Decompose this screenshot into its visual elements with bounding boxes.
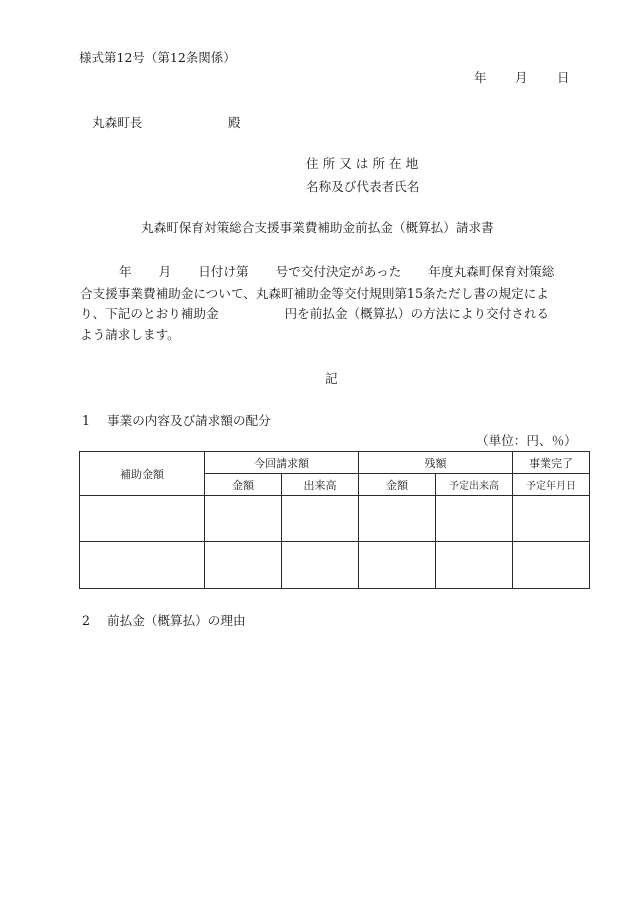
header-subsidy-amount: 補助金額: [80, 452, 205, 496]
body-line-3: [80, 307, 585, 321]
table-cell[interactable]: [513, 496, 590, 542]
table-cell[interactable]: [436, 496, 513, 542]
table-cell[interactable]: [282, 496, 359, 542]
form-number: 様式第12号（第12条関係）: [79, 50, 236, 65]
body-line-4: よう請求します。: [80, 327, 180, 342]
body-fiscal-year: 年度丸森町保育対策総: [428, 264, 555, 279]
section-1-number: 1: [82, 413, 91, 428]
header-remaining: 残額: [359, 452, 513, 474]
addressee-honorific: 殿: [228, 115, 241, 130]
body-line-1: [80, 265, 585, 279]
ki-heading: 記: [325, 371, 338, 386]
body-blank-month: 月: [158, 264, 172, 279]
addressee-name: 丸森町長: [92, 115, 143, 130]
table-cell[interactable]: [359, 542, 436, 589]
header-completion-top: 事業完了: [513, 452, 590, 474]
table-row: [80, 542, 590, 589]
table-cell[interactable]: [205, 542, 282, 589]
section-2-number: 2: [82, 613, 91, 628]
subheader-amount-2: 金額: [359, 474, 436, 496]
section-1-title: 事業の内容及び請求額の配分: [107, 413, 271, 428]
table-cell[interactable]: [282, 542, 359, 589]
header-current-request: 今回請求額: [205, 452, 359, 474]
body-line-2: 合支援事業費補助金について、丸森町補助金等交付規則第15条ただし書の規定によ: [80, 286, 549, 301]
date-year: 年: [474, 70, 487, 85]
table-cell[interactable]: [513, 542, 590, 589]
subheader-progress: 出来高: [282, 474, 359, 496]
header-completion-bottom: 予定年月日: [513, 474, 590, 496]
unit-note: （単位：円、％）: [476, 433, 577, 448]
table-cell[interactable]: [205, 496, 282, 542]
table-cell[interactable]: [359, 496, 436, 542]
body-blank-year: 年: [119, 264, 132, 279]
document-title: 丸森町保育対策総合支援事業費補助金前払金（概算払）請求書: [141, 220, 494, 235]
applicant-address-label: 住 所 又 は 所 在 地: [306, 156, 419, 171]
table-cell[interactable]: [80, 542, 205, 589]
section-2-title: 前払金（概算払）の理由: [107, 613, 246, 628]
table-cell[interactable]: [80, 496, 205, 542]
table-row: [80, 496, 590, 542]
table-cell[interactable]: [436, 542, 513, 589]
subheader-amount-1: 金額: [205, 474, 282, 496]
allocation-table: [79, 451, 590, 589]
date-month: 月: [515, 70, 528, 85]
applicant-name-label: 名称及び代表者氏名: [306, 179, 420, 194]
body-subsidy-text: り、下記のとおり補助金: [80, 306, 219, 321]
body-advance-text: 円を前払金（概算払）の方法により交付される: [284, 306, 549, 321]
subheader-planned-progress: 予定出来高: [436, 474, 513, 496]
date-day: 日: [557, 70, 570, 85]
body-dated: 日付け第: [198, 264, 249, 279]
body-number: 号で交付決定があった: [275, 264, 402, 279]
